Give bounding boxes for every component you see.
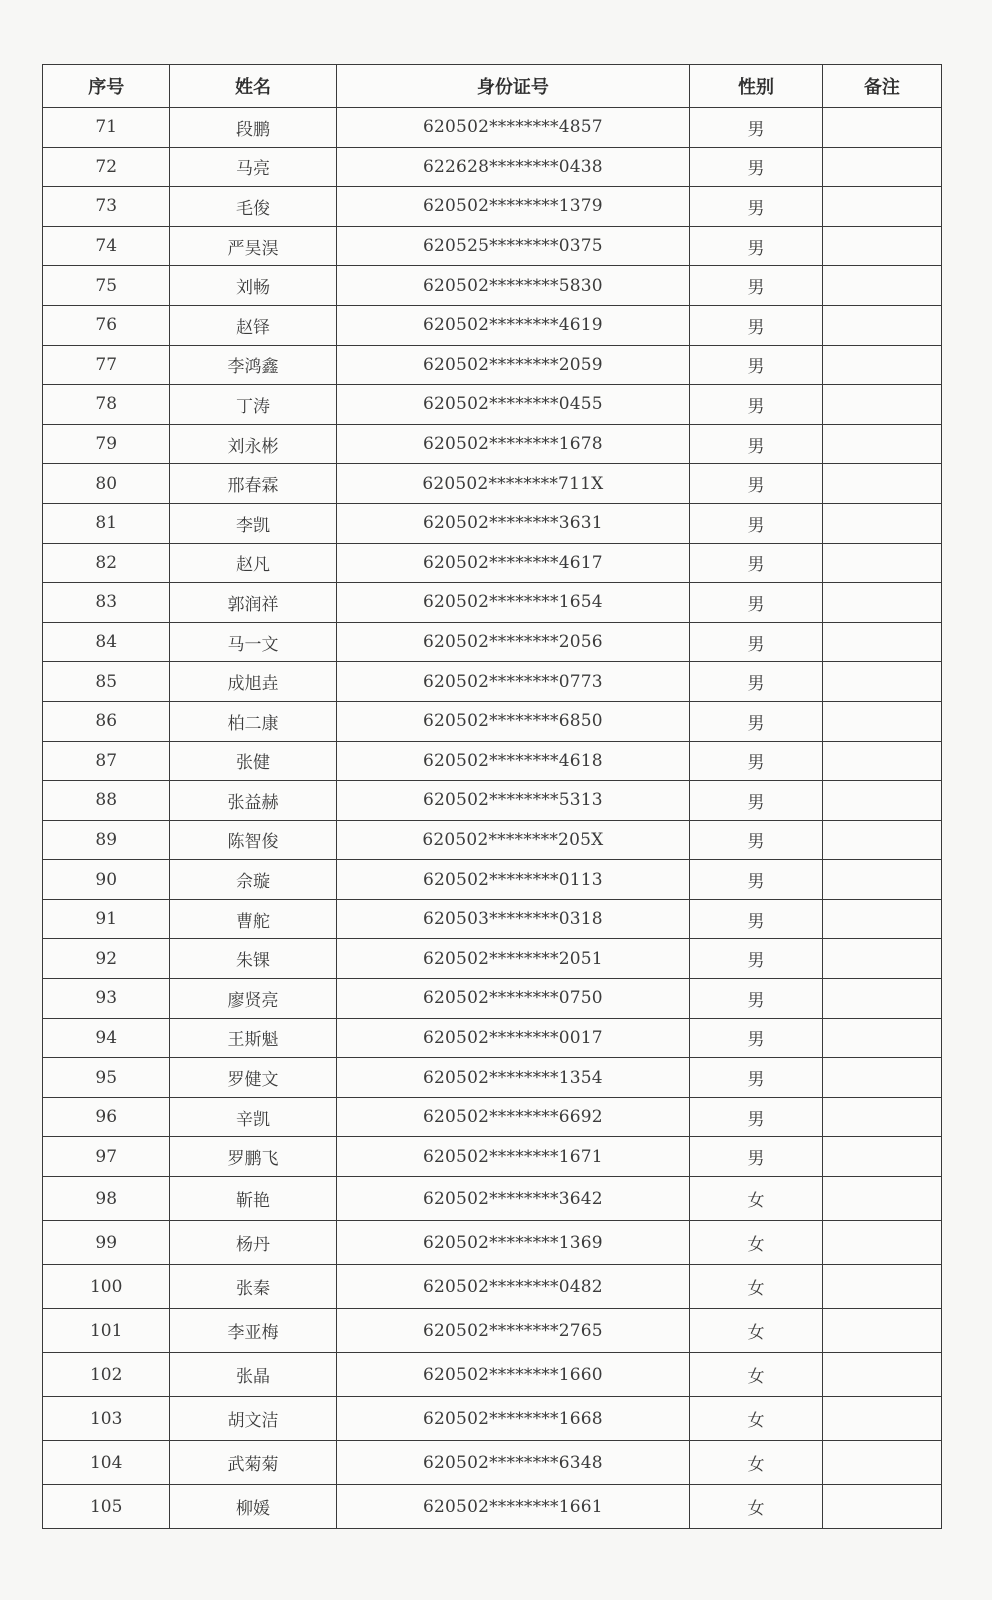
remarks-cell bbox=[822, 1309, 941, 1353]
serial-cell: 84 bbox=[43, 622, 170, 662]
id-number-cell: 620502********711X bbox=[336, 464, 690, 504]
gender-cell: 男 bbox=[690, 305, 823, 345]
table-row bbox=[43, 1097, 942, 1137]
id-number-cell: 620502********3642 bbox=[336, 1177, 690, 1221]
name-cell: 柏二康 bbox=[170, 701, 336, 741]
table-row bbox=[43, 1265, 942, 1309]
table-row bbox=[43, 860, 942, 900]
id-number-cell: 620502********2051 bbox=[336, 939, 690, 979]
id-number-cell: 620525********0375 bbox=[336, 226, 690, 266]
header-id-number: 身份证号 bbox=[336, 65, 690, 108]
name-cell: 王斯魁 bbox=[170, 1018, 336, 1058]
serial-cell: 83 bbox=[43, 583, 170, 623]
id-number-cell: 620502********1668 bbox=[336, 1397, 690, 1441]
id-number-cell: 620502********1660 bbox=[336, 1353, 690, 1397]
id-number-cell: 620502********4619 bbox=[336, 305, 690, 345]
name-cell: 赵凡 bbox=[170, 543, 336, 583]
table-row bbox=[43, 503, 942, 543]
remarks-cell bbox=[822, 543, 941, 583]
table-row bbox=[43, 662, 942, 702]
id-number-cell: 620502********5313 bbox=[336, 781, 690, 821]
gender-cell: 男 bbox=[690, 939, 823, 979]
roster-table bbox=[42, 64, 942, 1529]
name-cell: 李凯 bbox=[170, 503, 336, 543]
table-row bbox=[43, 741, 942, 781]
remarks-cell bbox=[822, 1058, 941, 1098]
gender-cell: 男 bbox=[690, 662, 823, 702]
id-number-cell: 620502********0482 bbox=[336, 1265, 690, 1309]
gender-cell: 男 bbox=[690, 108, 823, 148]
remarks-cell bbox=[822, 424, 941, 464]
serial-cell: 71 bbox=[43, 108, 170, 148]
table-row bbox=[43, 701, 942, 741]
serial-cell: 79 bbox=[43, 424, 170, 464]
name-cell: 郭润祥 bbox=[170, 583, 336, 623]
serial-cell: 76 bbox=[43, 305, 170, 345]
name-cell: 罗健文 bbox=[170, 1058, 336, 1098]
id-number-cell: 620502********1654 bbox=[336, 583, 690, 623]
table-row bbox=[43, 583, 942, 623]
id-number-cell: 620502********0113 bbox=[336, 860, 690, 900]
roster-body bbox=[43, 108, 942, 1529]
remarks-cell bbox=[822, 226, 941, 266]
remarks-cell bbox=[822, 1018, 941, 1058]
remarks-cell bbox=[822, 385, 941, 425]
id-number-cell: 620503********0318 bbox=[336, 899, 690, 939]
table-row bbox=[43, 1309, 942, 1353]
remarks-cell bbox=[822, 899, 941, 939]
name-cell: 刘永彬 bbox=[170, 424, 336, 464]
table-row bbox=[43, 108, 942, 148]
gender-cell: 女 bbox=[690, 1177, 823, 1221]
remarks-cell bbox=[822, 187, 941, 227]
table-row bbox=[43, 464, 942, 504]
name-cell: 张晶 bbox=[170, 1353, 336, 1397]
table-row bbox=[43, 1441, 942, 1485]
serial-cell: 91 bbox=[43, 899, 170, 939]
serial-cell: 104 bbox=[43, 1441, 170, 1485]
gender-cell: 男 bbox=[690, 543, 823, 583]
gender-cell: 女 bbox=[690, 1397, 823, 1441]
name-cell: 丁涛 bbox=[170, 385, 336, 425]
gender-cell: 女 bbox=[690, 1441, 823, 1485]
serial-cell: 72 bbox=[43, 147, 170, 187]
serial-cell: 97 bbox=[43, 1137, 170, 1177]
serial-cell: 93 bbox=[43, 979, 170, 1019]
serial-cell: 87 bbox=[43, 741, 170, 781]
remarks-cell bbox=[822, 503, 941, 543]
name-cell: 李鸿鑫 bbox=[170, 345, 336, 385]
serial-cell: 105 bbox=[43, 1485, 170, 1529]
id-number-cell: 620502********5830 bbox=[336, 266, 690, 306]
remarks-cell bbox=[822, 1221, 941, 1265]
remarks-cell bbox=[822, 662, 941, 702]
name-cell: 曹舵 bbox=[170, 899, 336, 939]
remarks-cell bbox=[822, 464, 941, 504]
table-row bbox=[43, 1177, 942, 1221]
id-number-cell: 620502********1678 bbox=[336, 424, 690, 464]
serial-cell: 101 bbox=[43, 1309, 170, 1353]
table-row bbox=[43, 266, 942, 306]
header-row bbox=[43, 65, 942, 108]
serial-cell: 96 bbox=[43, 1097, 170, 1137]
name-cell: 朱锞 bbox=[170, 939, 336, 979]
table-row bbox=[43, 622, 942, 662]
id-number-cell: 620502********205X bbox=[336, 820, 690, 860]
table-row bbox=[43, 424, 942, 464]
serial-cell: 103 bbox=[43, 1397, 170, 1441]
header-name: 姓名 bbox=[170, 65, 336, 108]
name-cell: 佘璇 bbox=[170, 860, 336, 900]
remarks-cell bbox=[822, 305, 941, 345]
name-cell: 张健 bbox=[170, 741, 336, 781]
serial-cell: 88 bbox=[43, 781, 170, 821]
gender-cell: 男 bbox=[690, 781, 823, 821]
id-number-cell: 620502********6692 bbox=[336, 1097, 690, 1137]
remarks-cell bbox=[822, 1485, 941, 1529]
remarks-cell bbox=[822, 583, 941, 623]
remarks-cell bbox=[822, 820, 941, 860]
remarks-cell bbox=[822, 108, 941, 148]
serial-cell: 85 bbox=[43, 662, 170, 702]
id-number-cell: 620502********2056 bbox=[336, 622, 690, 662]
table-row bbox=[43, 1058, 942, 1098]
name-cell: 赵铎 bbox=[170, 305, 336, 345]
remarks-cell bbox=[822, 345, 941, 385]
serial-cell: 98 bbox=[43, 1177, 170, 1221]
name-cell: 马一文 bbox=[170, 622, 336, 662]
name-cell: 成旭垚 bbox=[170, 662, 336, 702]
remarks-cell bbox=[822, 1137, 941, 1177]
id-number-cell: 620502********3631 bbox=[336, 503, 690, 543]
gender-cell: 男 bbox=[690, 899, 823, 939]
name-cell: 毛俊 bbox=[170, 187, 336, 227]
remarks-cell bbox=[822, 1265, 941, 1309]
gender-cell: 女 bbox=[690, 1221, 823, 1265]
gender-cell: 女 bbox=[690, 1485, 823, 1529]
table-row bbox=[43, 1221, 942, 1265]
remarks-cell bbox=[822, 1397, 941, 1441]
name-cell: 杨丹 bbox=[170, 1221, 336, 1265]
serial-cell: 80 bbox=[43, 464, 170, 504]
gender-cell: 男 bbox=[690, 583, 823, 623]
table-row bbox=[43, 187, 942, 227]
id-number-cell: 620502********4618 bbox=[336, 741, 690, 781]
id-number-cell: 620502********1661 bbox=[336, 1485, 690, 1529]
name-cell: 靳艳 bbox=[170, 1177, 336, 1221]
serial-cell: 95 bbox=[43, 1058, 170, 1098]
gender-cell: 男 bbox=[690, 979, 823, 1019]
gender-cell: 男 bbox=[690, 1058, 823, 1098]
remarks-cell bbox=[822, 1177, 941, 1221]
remarks-cell bbox=[822, 741, 941, 781]
table-row bbox=[43, 979, 942, 1019]
gender-cell: 男 bbox=[690, 385, 823, 425]
serial-cell: 90 bbox=[43, 860, 170, 900]
id-number-cell: 620502********2059 bbox=[336, 345, 690, 385]
remarks-cell bbox=[822, 266, 941, 306]
id-number-cell: 620502********1379 bbox=[336, 187, 690, 227]
table-row bbox=[43, 385, 942, 425]
remarks-cell bbox=[822, 622, 941, 662]
name-cell: 段鹏 bbox=[170, 108, 336, 148]
id-number-cell: 620502********0750 bbox=[336, 979, 690, 1019]
header-serial-number: 序号 bbox=[43, 65, 170, 108]
gender-cell: 女 bbox=[690, 1309, 823, 1353]
gender-cell: 女 bbox=[690, 1353, 823, 1397]
table-row bbox=[43, 1137, 942, 1177]
id-number-cell: 620502********0455 bbox=[336, 385, 690, 425]
id-number-cell: 620502********6850 bbox=[336, 701, 690, 741]
table-row bbox=[43, 305, 942, 345]
table-row bbox=[43, 1485, 942, 1529]
id-number-cell: 620502********4617 bbox=[336, 543, 690, 583]
serial-cell: 92 bbox=[43, 939, 170, 979]
table-row bbox=[43, 345, 942, 385]
name-cell: 武菊菊 bbox=[170, 1441, 336, 1485]
serial-cell: 99 bbox=[43, 1221, 170, 1265]
name-cell: 张秦 bbox=[170, 1265, 336, 1309]
gender-cell: 男 bbox=[690, 741, 823, 781]
gender-cell: 男 bbox=[690, 622, 823, 662]
gender-cell: 男 bbox=[690, 345, 823, 385]
name-cell: 罗鹏飞 bbox=[170, 1137, 336, 1177]
remarks-cell bbox=[822, 1097, 941, 1137]
remarks-cell bbox=[822, 701, 941, 741]
gender-cell: 男 bbox=[690, 860, 823, 900]
name-cell: 柳媛 bbox=[170, 1485, 336, 1529]
serial-cell: 82 bbox=[43, 543, 170, 583]
id-number-cell: 620502********1354 bbox=[336, 1058, 690, 1098]
table-row bbox=[43, 939, 942, 979]
serial-cell: 81 bbox=[43, 503, 170, 543]
remarks-cell bbox=[822, 1353, 941, 1397]
name-cell: 辛凯 bbox=[170, 1097, 336, 1137]
id-number-cell: 622628********0438 bbox=[336, 147, 690, 187]
id-number-cell: 620502********0017 bbox=[336, 1018, 690, 1058]
serial-cell: 94 bbox=[43, 1018, 170, 1058]
name-cell: 廖贤亮 bbox=[170, 979, 336, 1019]
gender-cell: 男 bbox=[690, 226, 823, 266]
serial-cell: 77 bbox=[43, 345, 170, 385]
name-cell: 李亚梅 bbox=[170, 1309, 336, 1353]
gender-cell: 男 bbox=[690, 424, 823, 464]
gender-cell: 男 bbox=[690, 503, 823, 543]
remarks-cell bbox=[822, 939, 941, 979]
name-cell: 邢春霖 bbox=[170, 464, 336, 504]
name-cell: 胡文洁 bbox=[170, 1397, 336, 1441]
table-row bbox=[43, 1353, 942, 1397]
serial-cell: 78 bbox=[43, 385, 170, 425]
serial-cell: 75 bbox=[43, 266, 170, 306]
header-remarks: 备注 bbox=[822, 65, 941, 108]
gender-cell: 男 bbox=[690, 266, 823, 306]
remarks-cell bbox=[822, 781, 941, 821]
id-number-cell: 620502********1671 bbox=[336, 1137, 690, 1177]
name-cell: 张益赫 bbox=[170, 781, 336, 821]
id-number-cell: 620502********4857 bbox=[336, 108, 690, 148]
id-number-cell: 620502********1369 bbox=[336, 1221, 690, 1265]
gender-cell: 男 bbox=[690, 820, 823, 860]
name-cell: 陈智俊 bbox=[170, 820, 336, 860]
id-number-cell: 620502********6348 bbox=[336, 1441, 690, 1485]
name-cell: 刘畅 bbox=[170, 266, 336, 306]
table-row bbox=[43, 899, 942, 939]
gender-cell: 男 bbox=[690, 701, 823, 741]
serial-cell: 73 bbox=[43, 187, 170, 227]
name-cell: 严昊淏 bbox=[170, 226, 336, 266]
remarks-cell bbox=[822, 147, 941, 187]
header-gender: 性别 bbox=[690, 65, 823, 108]
table-row bbox=[43, 1397, 942, 1441]
gender-cell: 男 bbox=[690, 464, 823, 504]
serial-cell: 86 bbox=[43, 701, 170, 741]
serial-cell: 74 bbox=[43, 226, 170, 266]
serial-cell: 102 bbox=[43, 1353, 170, 1397]
remarks-cell bbox=[822, 860, 941, 900]
table-row bbox=[43, 1018, 942, 1058]
gender-cell: 男 bbox=[690, 187, 823, 227]
name-cell: 马亮 bbox=[170, 147, 336, 187]
gender-cell: 男 bbox=[690, 147, 823, 187]
gender-cell: 男 bbox=[690, 1018, 823, 1058]
gender-cell: 男 bbox=[690, 1137, 823, 1177]
serial-cell: 89 bbox=[43, 820, 170, 860]
table-row bbox=[43, 781, 942, 821]
serial-cell: 100 bbox=[43, 1265, 170, 1309]
id-number-cell: 620502********0773 bbox=[336, 662, 690, 702]
id-number-cell: 620502********2765 bbox=[336, 1309, 690, 1353]
table-row bbox=[43, 226, 942, 266]
gender-cell: 男 bbox=[690, 1097, 823, 1137]
remarks-cell bbox=[822, 979, 941, 1019]
remarks-cell bbox=[822, 1441, 941, 1485]
gender-cell: 女 bbox=[690, 1265, 823, 1309]
table-row bbox=[43, 820, 942, 860]
table-row bbox=[43, 147, 942, 187]
table-row bbox=[43, 543, 942, 583]
